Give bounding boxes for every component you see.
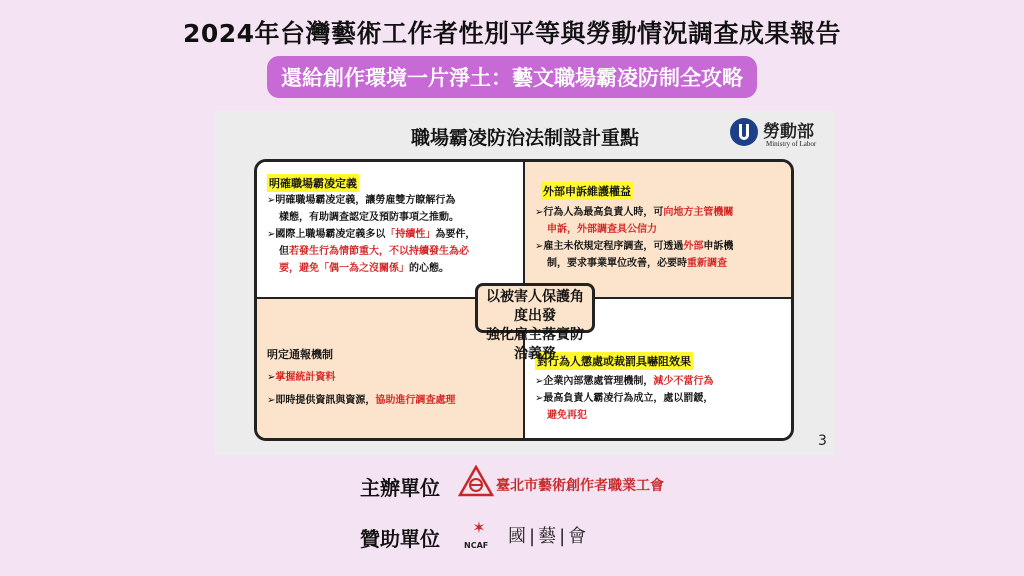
ministry-logo-zh: 勞動部 — [763, 122, 814, 142]
sponsor-name: 國|藝|會 — [508, 526, 590, 547]
bullet-item: ➢雇主未依規定程序調查，可透過外部申訴機 — [535, 241, 734, 252]
quadrant-grid — [254, 159, 794, 441]
ncaf-logo — [464, 517, 496, 553]
organizer-label: 主辦單位 — [360, 476, 440, 500]
bullet-item: ➢明確職場霸凌定義，讓勞雇雙方瞭解行為 — [267, 195, 456, 206]
bullet-item-cont: 樣態，有助調查認定及預防事項之推動。 — [279, 212, 459, 223]
bullet-item: ➢企業內部懲處管理機制，減少不當行為 — [535, 376, 714, 387]
union-logo-icon — [458, 465, 494, 497]
bullet-item: ➢即時提供資訊與資源，協助進行調查處理 — [267, 395, 456, 406]
slide-title: 職場霸凌防治法制設計重點 — [410, 127, 639, 149]
bullet-item: ➢最高負責人霸凌行為成立，處以罰鍰， — [535, 393, 714, 404]
ncaf-abbrev: NCAF — [464, 541, 489, 550]
quadrant-heading: 外部申訴維護權益 — [541, 182, 633, 200]
ministry-emblem-icon — [730, 118, 758, 146]
quadrant-external-complaint — [525, 162, 791, 299]
page-subtitle: 還給創作環境一片淨土：藝文職場霸凌防制全攻略 — [267, 56, 757, 98]
organizer-name: 臺北市藝術創作者職業工會 — [496, 478, 664, 494]
bullet-item-cont: 但若發生行為情節重大，不以持續發生為必 — [279, 246, 469, 257]
ministry-logo-en: Ministry of Labor — [766, 140, 817, 148]
bullet-item-cont: 制，要求事業單位改善，必要時重新調查 — [547, 258, 727, 269]
bullet-item: ➢掌握統計資料 — [267, 372, 336, 383]
quadrant-heading: 明確職場霸凌定義 — [267, 174, 359, 192]
quadrant-heading: 明定通報機制 — [267, 348, 333, 361]
page-number: 3 — [818, 433, 827, 449]
ncaf-emblem-icon: ✶ — [472, 518, 486, 537]
bullet-item-cont: 要，避免「偶一為之沒關係」的心態。 — [279, 263, 449, 274]
bullet-item: ➢國際上職場霸凌定義多以「持續性」為要件， — [267, 229, 476, 240]
bullet-item: ➢行為人為最高負責人時，可向地方主管機關 — [535, 207, 734, 218]
quadrant-definition — [257, 162, 525, 299]
ministry-of-labor-logo — [726, 115, 830, 155]
bullet-item-cont: 避免再犯 — [547, 410, 587, 421]
center-line: 以被害人保護角度出發 — [486, 289, 584, 324]
bullet-item-cont: 申訴，外部調查具公信力 — [547, 224, 657, 235]
slide-image — [215, 111, 835, 455]
page-title: 2024年台灣藝術工作者性別平等與勞動情況調查成果報告 — [182, 19, 842, 48]
quadrant-heading: 對行為人懲處或裁罰具嚇阻效果 — [535, 352, 693, 370]
center-line: 強化雇主落實防治義務 — [486, 327, 584, 362]
center-callout — [475, 283, 595, 362]
sponsor-label: 贊助單位 — [360, 527, 440, 551]
